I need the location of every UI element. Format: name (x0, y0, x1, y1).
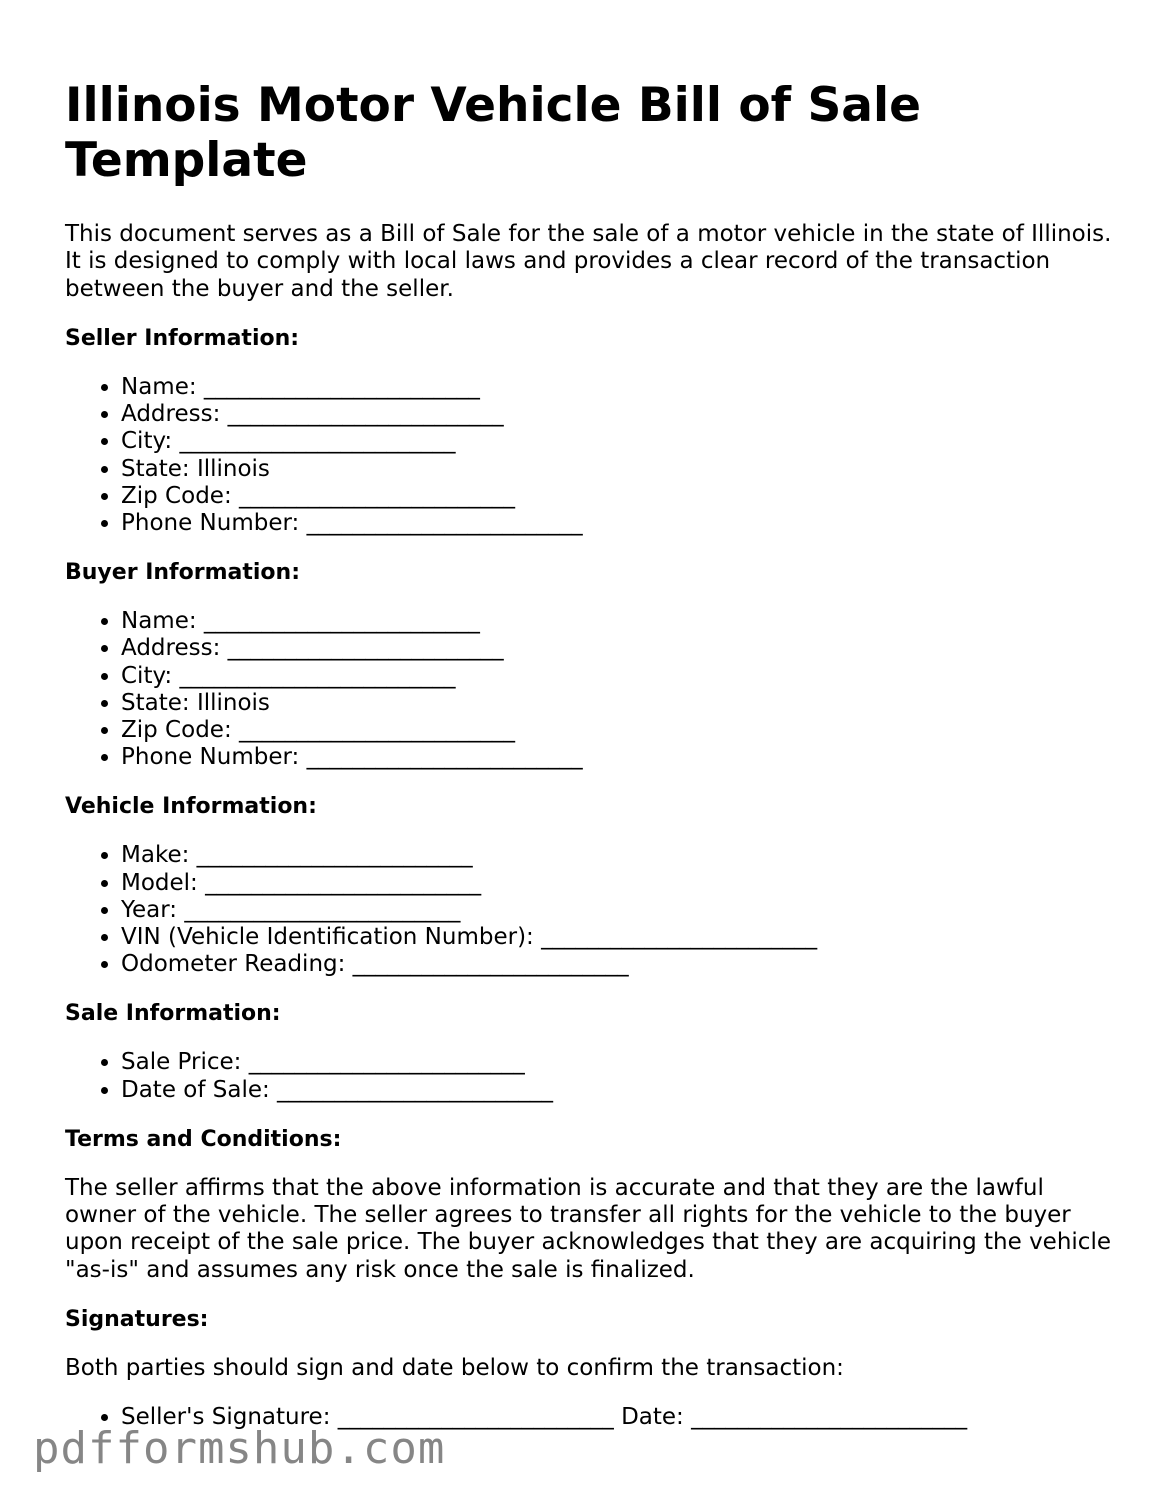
buyer-list (65, 608, 1115, 771)
seller-state-field: • State: Illinois (121, 456, 1115, 483)
signatures-heading: Signatures: (65, 1306, 209, 1332)
sale-heading: Sale Information: (65, 1001, 281, 1027)
terms-paragraph: The seller affirms that the above information is accurate and that they are the lawful owner of the vehicle. The seller agrees to transfer all rights for the vehicle to the buyer upon receipt of the sale price. The buyer acknowledges that they are acquiring the vehicle "as-is" and assumes any risk once the sale is finalized. (65, 1174, 1111, 1283)
vehicle-model-field: • Model: ________________________ (121, 870, 1115, 897)
seller-zip-field: • Zip Code: ________________________ (121, 483, 1115, 510)
buyer-city-field: • City: ________________________ (121, 663, 1115, 690)
vehicle-heading: Vehicle Information: (65, 794, 317, 820)
sale-list (65, 1049, 1115, 1103)
vehicle-list (65, 842, 1115, 978)
intro-paragraph: This document serves as a Bill of Sale for the sale of a motor vehicle in the state of Illinois. It is designed to comply with local laws and provides a clear record of the transaction between the buyer and the seller. (65, 221, 1112, 302)
vehicle-year-field: • Year: ________________________ (121, 897, 1115, 924)
vehicle-vin-field: • VIN (Vehicle Identification Number): ________________________ (121, 924, 1115, 951)
buyer-phone-field: • Phone Number: ________________________ (121, 744, 1115, 771)
buyer-name-field: • Name: ________________________ (121, 608, 1115, 635)
seller-signature-field: • Seller's Signature: ________________________ Date: ________________________ (121, 1404, 1115, 1431)
sale-date-field: • Date of Sale: ________________________ (121, 1077, 1115, 1104)
buyer-state-field: • State: Illinois (121, 690, 1115, 717)
seller-address-field: • Address: ________________________ (121, 401, 1115, 428)
buyer-zip-field: • Zip Code: ________________________ (121, 717, 1115, 744)
watermark-text: pdfformshub.com (33, 1423, 446, 1474)
terms-heading: Terms and Conditions: (65, 1126, 342, 1152)
vehicle-odometer-field: • Odometer Reading: ________________________ (121, 951, 1115, 978)
seller-phone-field: • Phone Number: ________________________ (121, 510, 1115, 537)
sale-price-field: • Sale Price: ________________________ (121, 1049, 1115, 1076)
seller-city-field: • City: ________________________ (121, 428, 1115, 455)
seller-name-field: • Name: ________________________ (121, 374, 1115, 401)
seller-heading: Seller Information: (65, 325, 300, 351)
vehicle-make-field: • Make: ________________________ (121, 842, 1115, 869)
seller-list (65, 374, 1115, 537)
document-page (65, 78, 1115, 1453)
buyer-address-field: • Address: ________________________ (121, 635, 1115, 662)
signatures-paragraph: Both parties should sign and date below to confirm the transaction: (65, 1354, 844, 1381)
page-title: Illinois Motor Vehicle Bill of Sale Template (65, 78, 922, 188)
buyer-heading: Buyer Information: (65, 560, 300, 586)
